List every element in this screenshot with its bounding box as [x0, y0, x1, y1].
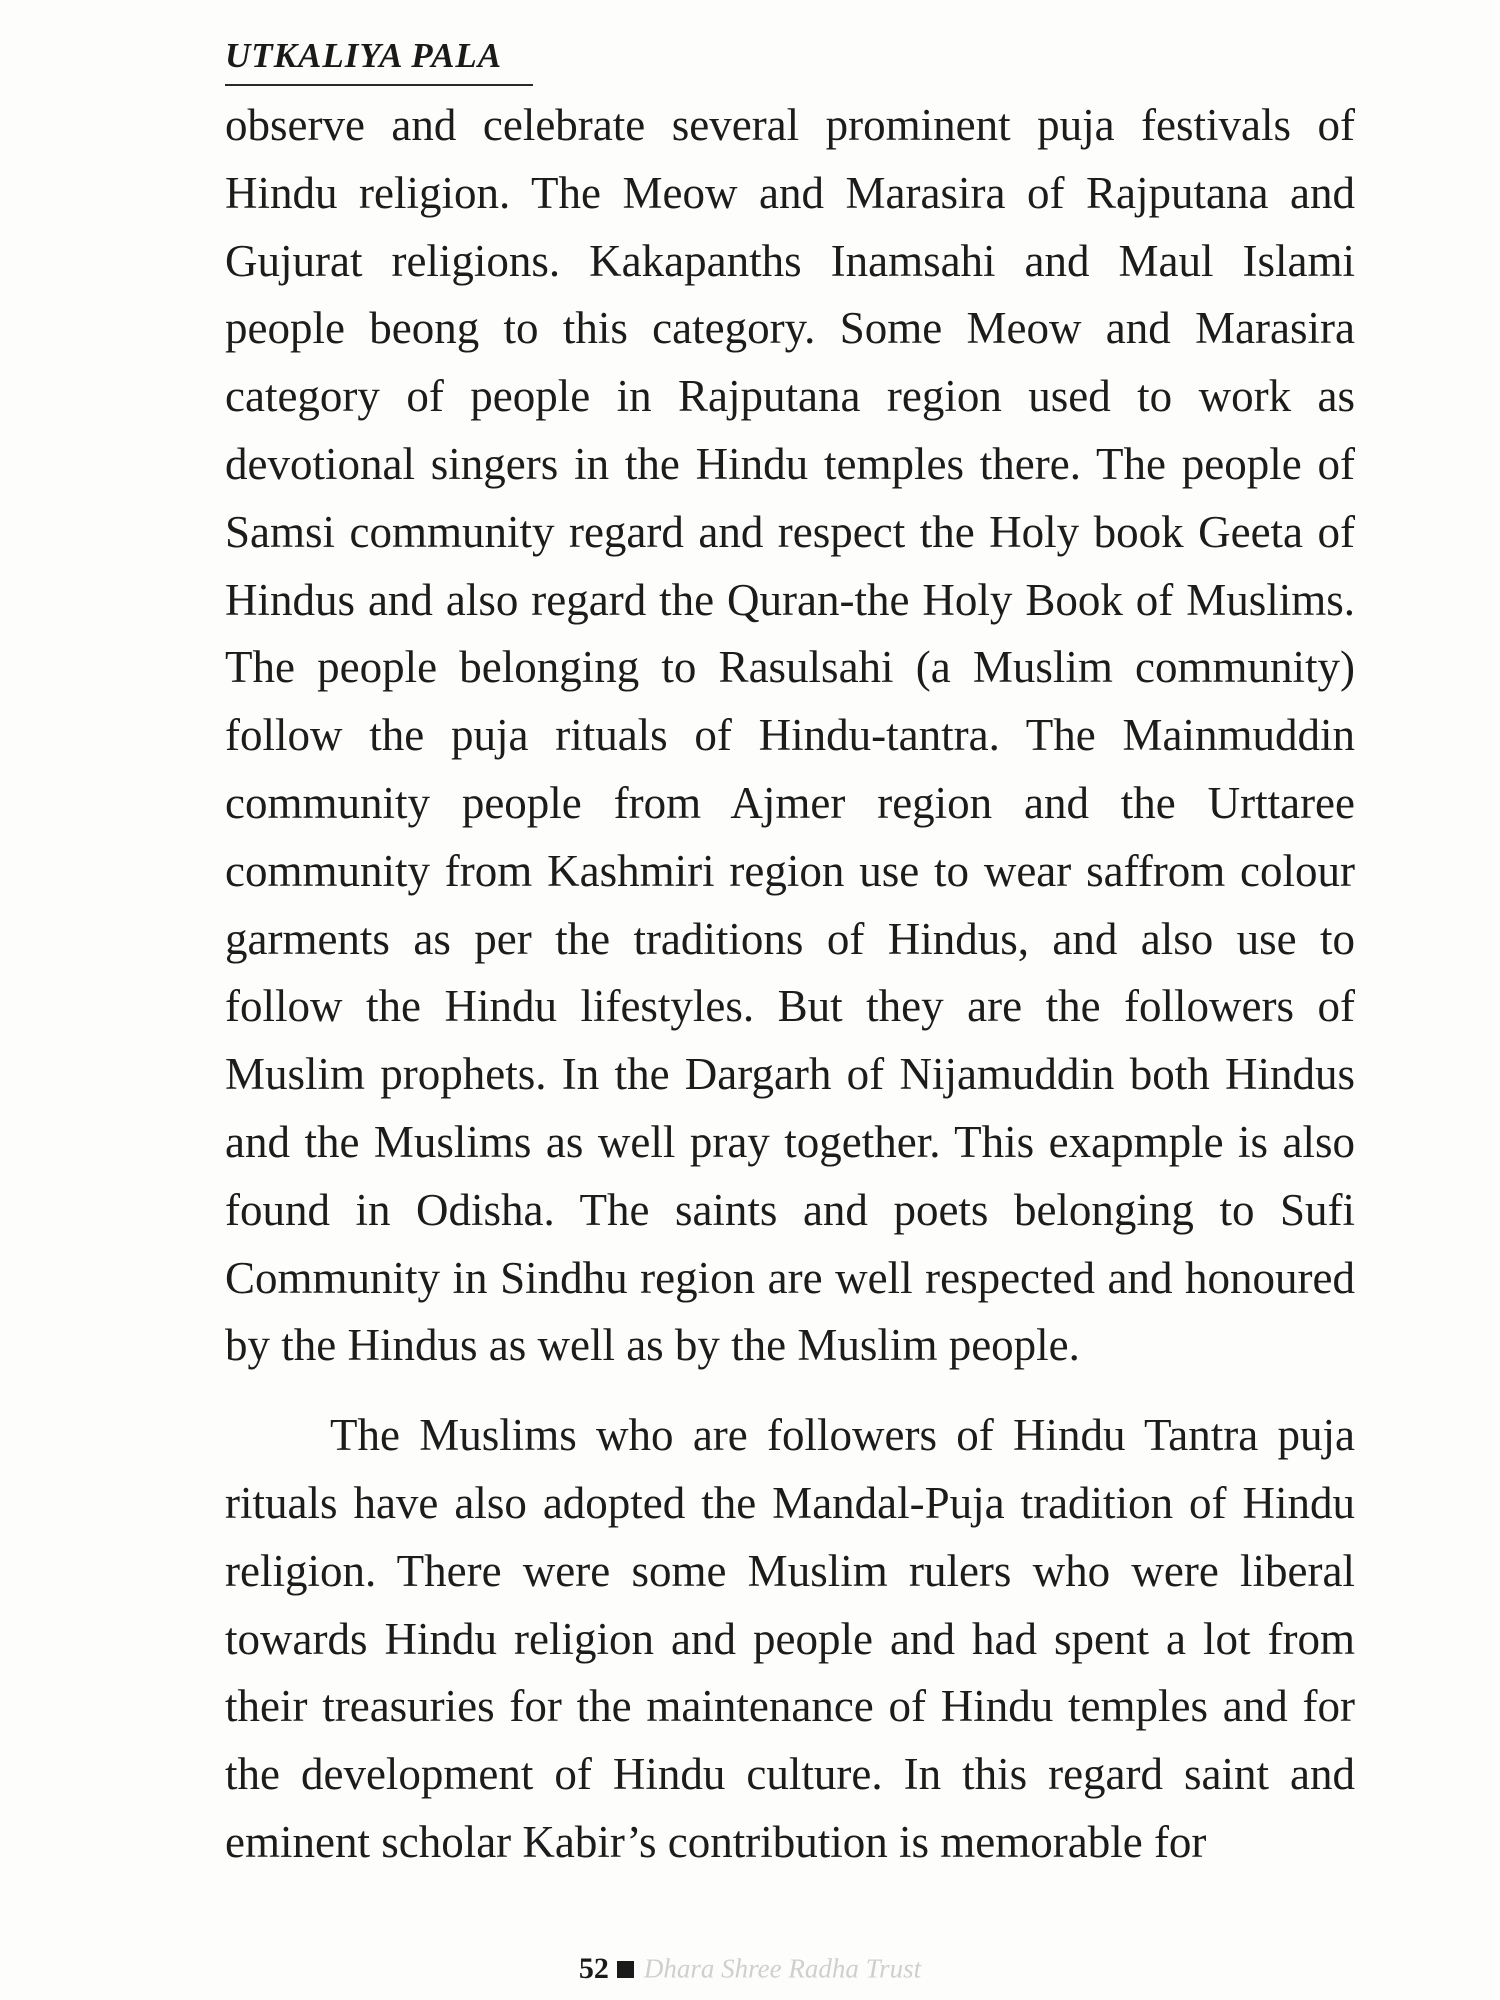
body-text [225, 92, 1355, 1877]
paragraph-1: observe and celebrate several prominent puja festivals of Hindu religion. The Meow and Marasira of Rajputana and Gujurat religions. Kakapanths Inamsahi and Maul Islami people beong to this category. Some Meow and Marasira category of people in Rajputana region used to work as devotional singers in the Hindu temples there. The people of Samsi community regard and respect the Holy book Geeta of Hindus and also regard the Quran-the Holy Book of Muslims. The people belonging to Rasulsahi (a Muslim community) follow the puja rituals of Hindu-tantra. The Mainmuddin community people from Ajmer region and the Urttaree community from Kashmiri region use to wear saffrom colour garments as per the traditions of Hindus, and also use to follow the Hindu lifestyles. But they are the followers of Muslim prophets. In the Dargarh of Nijamuddin both Hindus and the Muslims as well pray together. This exapmple is also found in Odisha. The saints and poets belonging to Sufi Community in Sindhu region are well respected and honoured by the Hindus as well as by the Muslim people. [225, 100, 1355, 1371]
black-square-icon [617, 1961, 634, 1978]
page-number: 52 [578, 1952, 609, 1986]
page-footer [0, 1950, 1500, 1986]
publisher-name: Dhara Shree Radha Trust [643, 1953, 922, 1984]
running-header-title: UTKALIYA PALA [225, 36, 503, 75]
paragraph-2: The Muslims who are followers of Hindu Tantra puja rituals have also adopted the Mandal-Puja tradition of Hindu religion. There were some Muslim rulers who were liberal towards Hindu religion and people and had spent a lot from their treasuries for the maintenance of Hindu temples and for the development of Hindu culture. In this regard saint and eminent scholar Kabir’s contribution is memorable for [225, 1410, 1355, 1867]
header-underline [225, 84, 533, 86]
